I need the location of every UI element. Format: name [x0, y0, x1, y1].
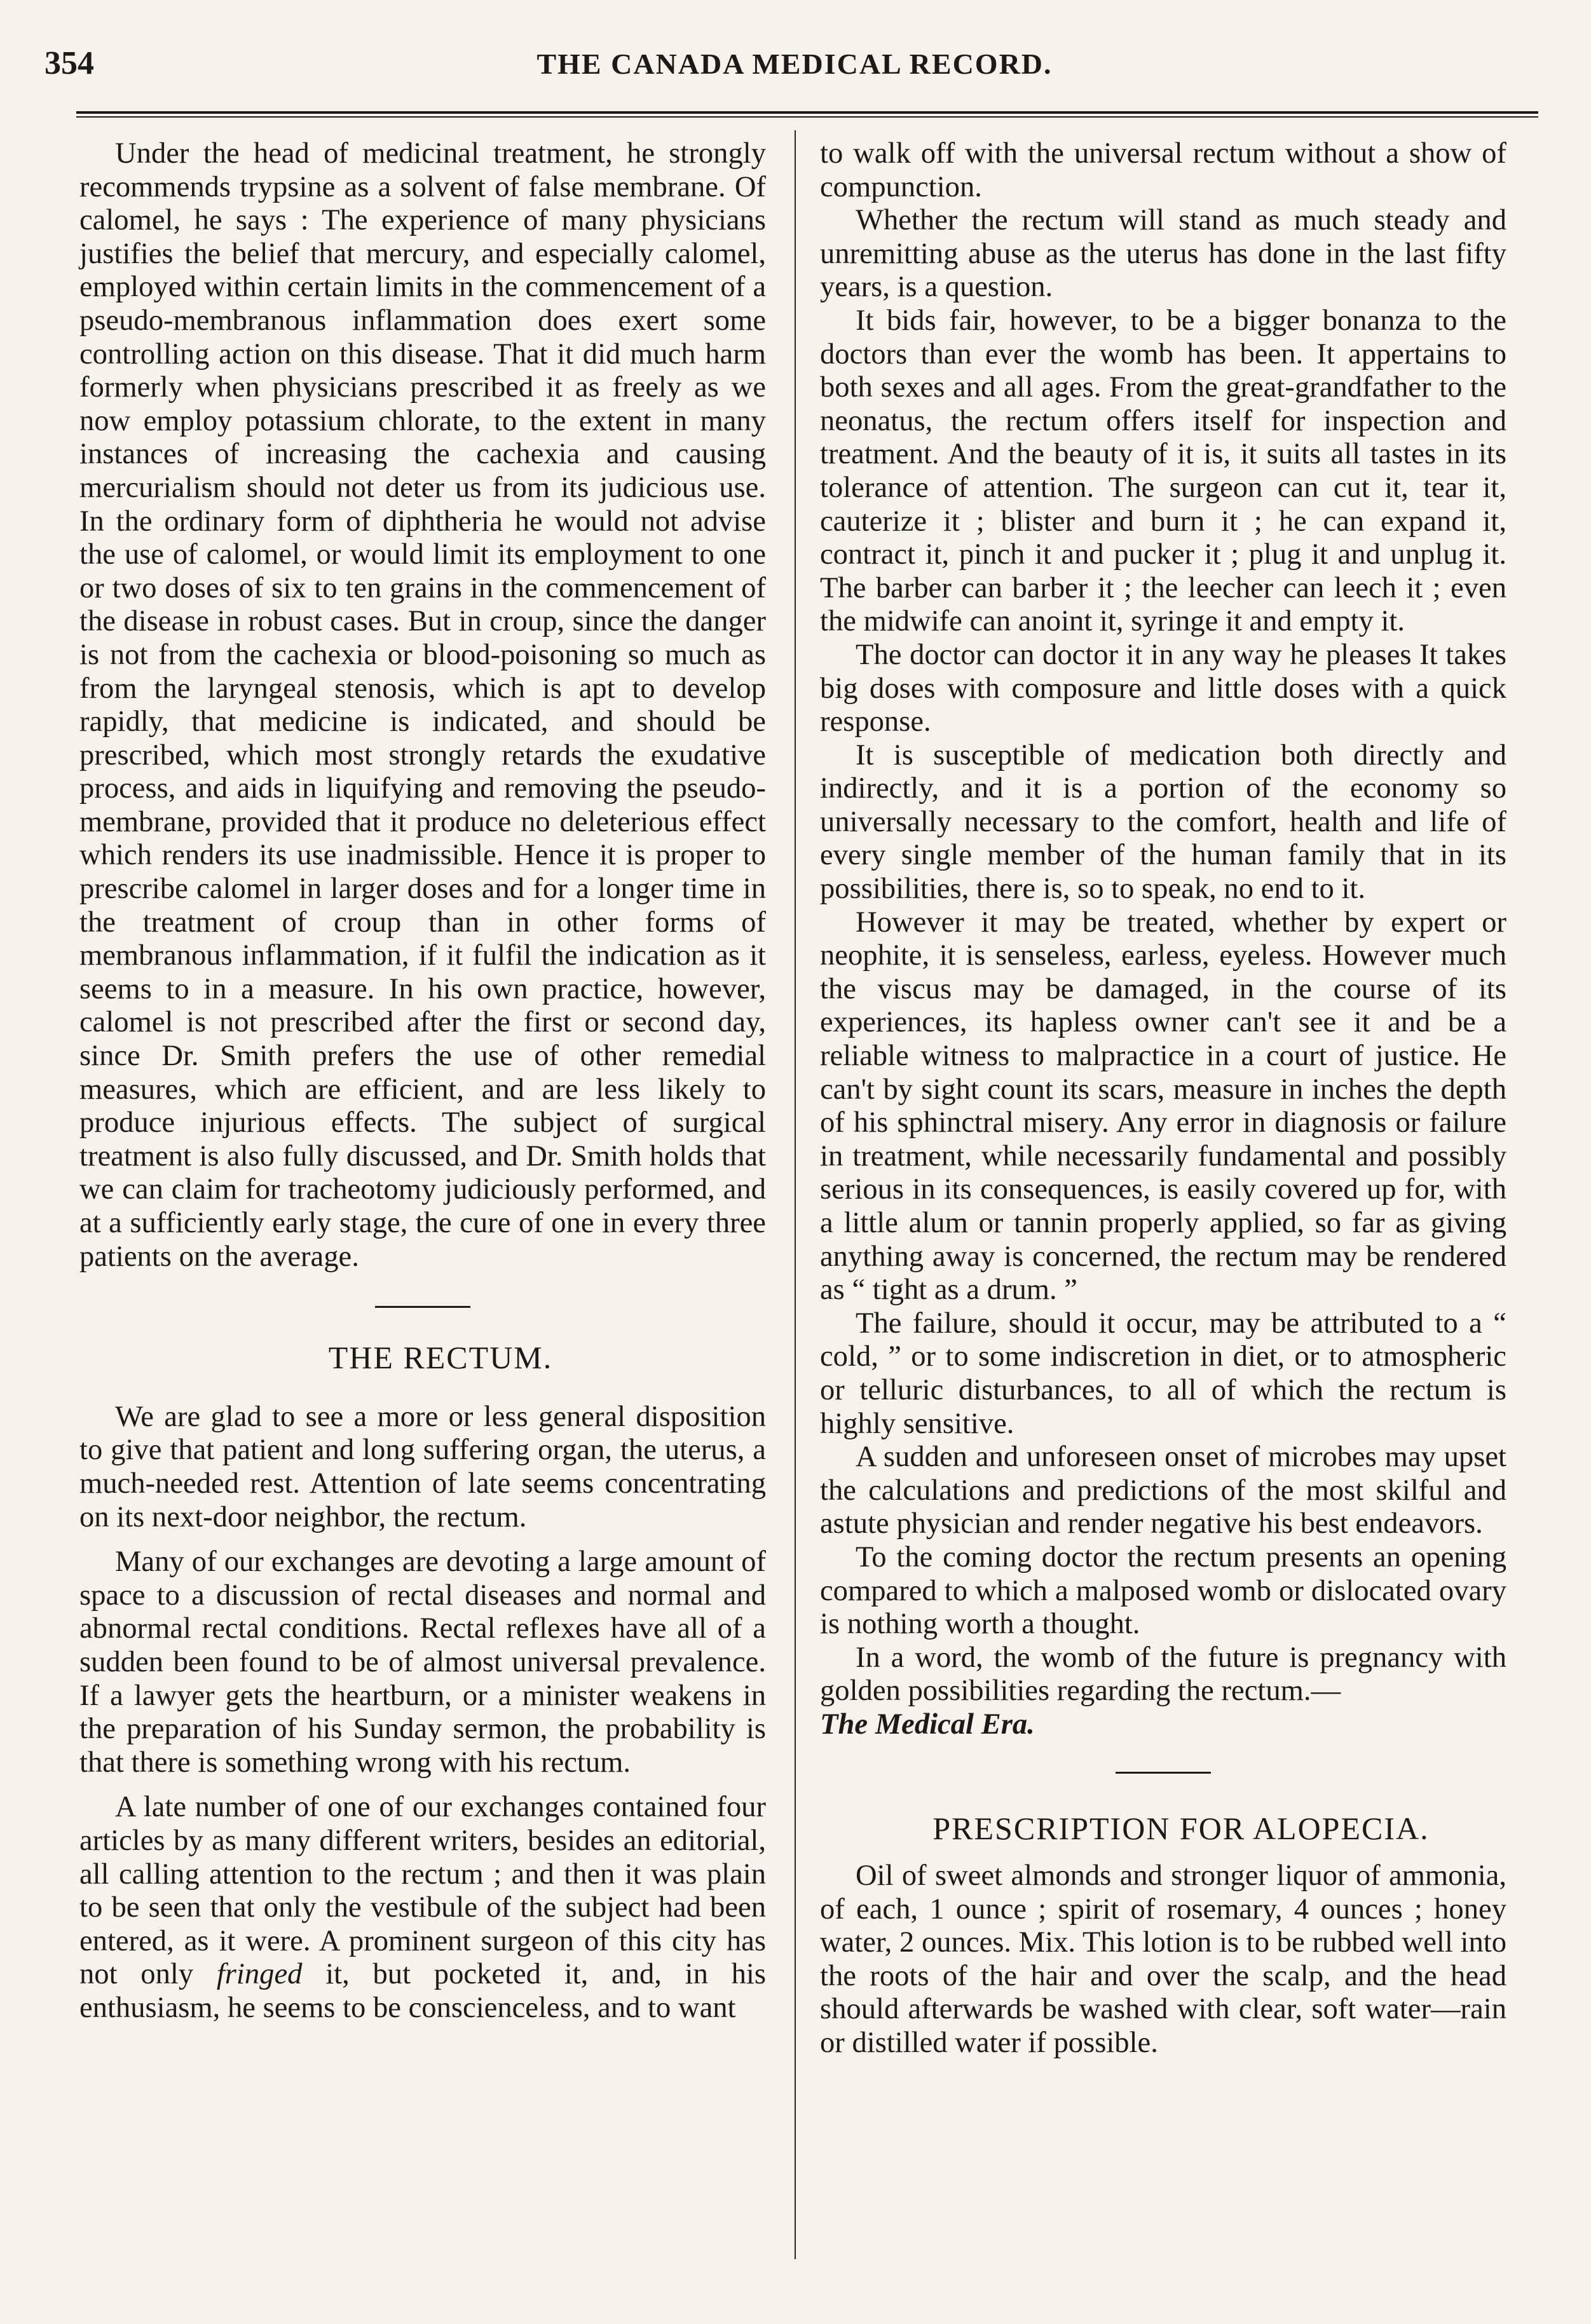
rectum-paragraph: Whether the rectum will stand as much steady and unremitting abuse as the uterus has done in the last fifty years, is a question. — [820, 203, 1506, 304]
header-double-rule — [76, 111, 1538, 118]
running-title: THE CANADA MEDICAL RECORD. — [536, 48, 1053, 80]
rectum-paragraph: However it may be treated, whether by expert or neophite, it is senseless, earless, eyeless. However much the viscus may be damaged, in the course of its experiences, its hapless owner can't see it and be a reliable witness to malpractice in a court of justice. He can't by sight count its scars, measure in inches the depth of his sphinctral misery. Any error in diagnosis or failure in treatment, while necessarily fundamental and possibly serious in its consequences, is easily covered up for, with a little alum or tannin properly applied, so far as giving anything away is concerned, the rectum may be rendered as “ tight as a drum. ” — [820, 905, 1506, 1307]
alopecia-title: PRESCRIPTION FOR ALOPECIA. — [932, 1810, 1430, 1846]
rectum-paragraph: The doctor can doctor it in any way he pleases It takes big doses with composure and little doses with a quick response. — [820, 637, 1506, 738]
page-number: 354 — [44, 45, 94, 81]
rectum-paragraph: We are glad to see a more or less general disposition to give that patient and long suffering organ, the uterus, a much-needed rest. Attention of late seems concentrating on its next-door neighbor, the rectum. — [79, 1399, 766, 1533]
rectum-paragraph: To the coming doctor the rectum presents an opening compared to which a malposed womb or dislocated ovary is nothing worth a thought. — [820, 1540, 1506, 1641]
italic-word: fringed — [216, 1957, 303, 1991]
alopecia-paragraph: Oil of sweet almonds and stronger liquor of ammonia, of each, 1 ounce ; spirit of rosemary, 4 ounces ; honey water, 2 ounces. Mix. This lotion is to be rubbed well into the roots of the hair and over the scalp, and the head should afterwards be washed with clear, soft water—rain or distilled water if possible. — [820, 1859, 1506, 2060]
rectum-title: THE RECTUM. — [328, 1340, 553, 1376]
rectum-paragraph: A sudden and unforeseen onset of microbes may upset the calculations and predictions of the most skilful and astute physician and render negative his best endeavors. — [820, 1440, 1506, 1540]
paragraph-text: A late number of one of our exchanges contained four articles by as many different writers, besides an editorial, all calling attention to the rectum ; and then it was plain to be seen that only the vestibule of the subject had been entered, as it were. A prominent surgeon of this city has not only — [79, 1790, 766, 1991]
rectum-paragraph: It bids fair, however, to be a bigger bonanza to the doctors than ever the womb has been. It appertains to both sexes and all ages. From the great-grandfather to the neonatus, the rectum offers itself for inspection and treatment. And the beauty of it is, it suits all tastes in its tolerance of attention. The surgeon can cut it, tear it, cauterize it ; blister and burn it ; he can expand it, contract it, pinch it and pucker it ; plug it and unplug it. The barber can barber it ; the leecher can leech it ; even the midwife can anoint it, syringe it and empty it. — [820, 303, 1506, 638]
left-column — [79, 137, 766, 2024]
rectum-paragraph: Many of our exchanges are devoting a large amount of space to a discussion of rectal diseases and normal and abnormal rectal conditions. Rectal reflexes have all of a sudden been found to be of almost universal prevalence. If a lawyer gets the heartburn, or a minister weakens in the preparation of his Sunday sermon, the probability is that there is something wrong with his rectum. — [79, 1545, 766, 1779]
rectum-paragraph: It is susceptible of medication both directly and indirectly, and it is a portion of the economy so universally necessary to the comfort, health and life of every single member of the human family that in its possibilities, there is, so to speak, no end to it. — [820, 738, 1506, 906]
paragraph-text: it, but pocketed it, and, in his enthusiasm, he seems to be conscienceless, and to want — [79, 1957, 766, 2024]
diphtheria-paragraph: Under the head of medicinal treatment, he strongly recommends trypsine as a solvent of false membrane. Of calomel, he says : The experience of many physicians justifies the belief that mercury, and especially calomel, employed within certain limits in the commencement of a pseudo-membranous inflammation does exert some controlling action on this disease. That it did much harm formerly when physicians prescribed it as freely as we now employ potassium chlorate, to the extent in many instances of increasing the cachexia and causing mercurialism should not deter us from its judicious use. In the ordinary form of diphtheria he would not advise the use of calomel, or would limit its employment to one or two doses of six to ten grains in the commencement of the disease in robust cases. But in croup, since the danger is not from the cachexia or blood-poisoning so much as from the laryngeal stenosis, which is apt to develop rapidly, that medicine is indicated, and should be prescribed, which most strongly retards the exudative process, and aids in liquifying and removing the pseudo-membrane, provided that it produce no deleterious effect which renders its use inadmissible. Hence it is proper to prescribe calomel in larger doses and for a longer time in the treatment of croup than in other forms of membranous inflammation, if it fulfil the indication as it seems to in a measure. In his own practice, however, calomel is not prescribed after the first or second day, since Dr. Smith prefers the use of other remedial measures, which are efficient, and are less likely to produce injurious effects. The subject of surgical treatment is also fully discussed, and Dr. Smith holds that we can claim for tracheotomy judiciously performed, and at a sufficiently early stage, the cure of one in every three patients on the average. — [79, 137, 766, 1273]
paragraph-text: In a word, the womb of the future is pregnancy with golden possibilities regarding the rectum.— — [820, 1640, 1506, 1708]
page-header — [44, 38, 1545, 95]
article-source: The Medical Era. — [820, 1707, 1035, 1741]
rectum-paragraph — [820, 1641, 1506, 1741]
right-column — [820, 137, 1506, 2060]
rectum-paragraph-continued: to walk off with the universal rectum without a show of compunction. — [820, 137, 1506, 203]
rectum-paragraph — [79, 1790, 766, 2024]
column-divider — [795, 130, 796, 2259]
rectum-paragraph: The failure, should it occur, may be attributed to a “ cold, ” or to some indiscretion in diet, or to atmospheric or telluric disturbances, to all of which the rectum is highly sensitive. — [820, 1306, 1506, 1440]
